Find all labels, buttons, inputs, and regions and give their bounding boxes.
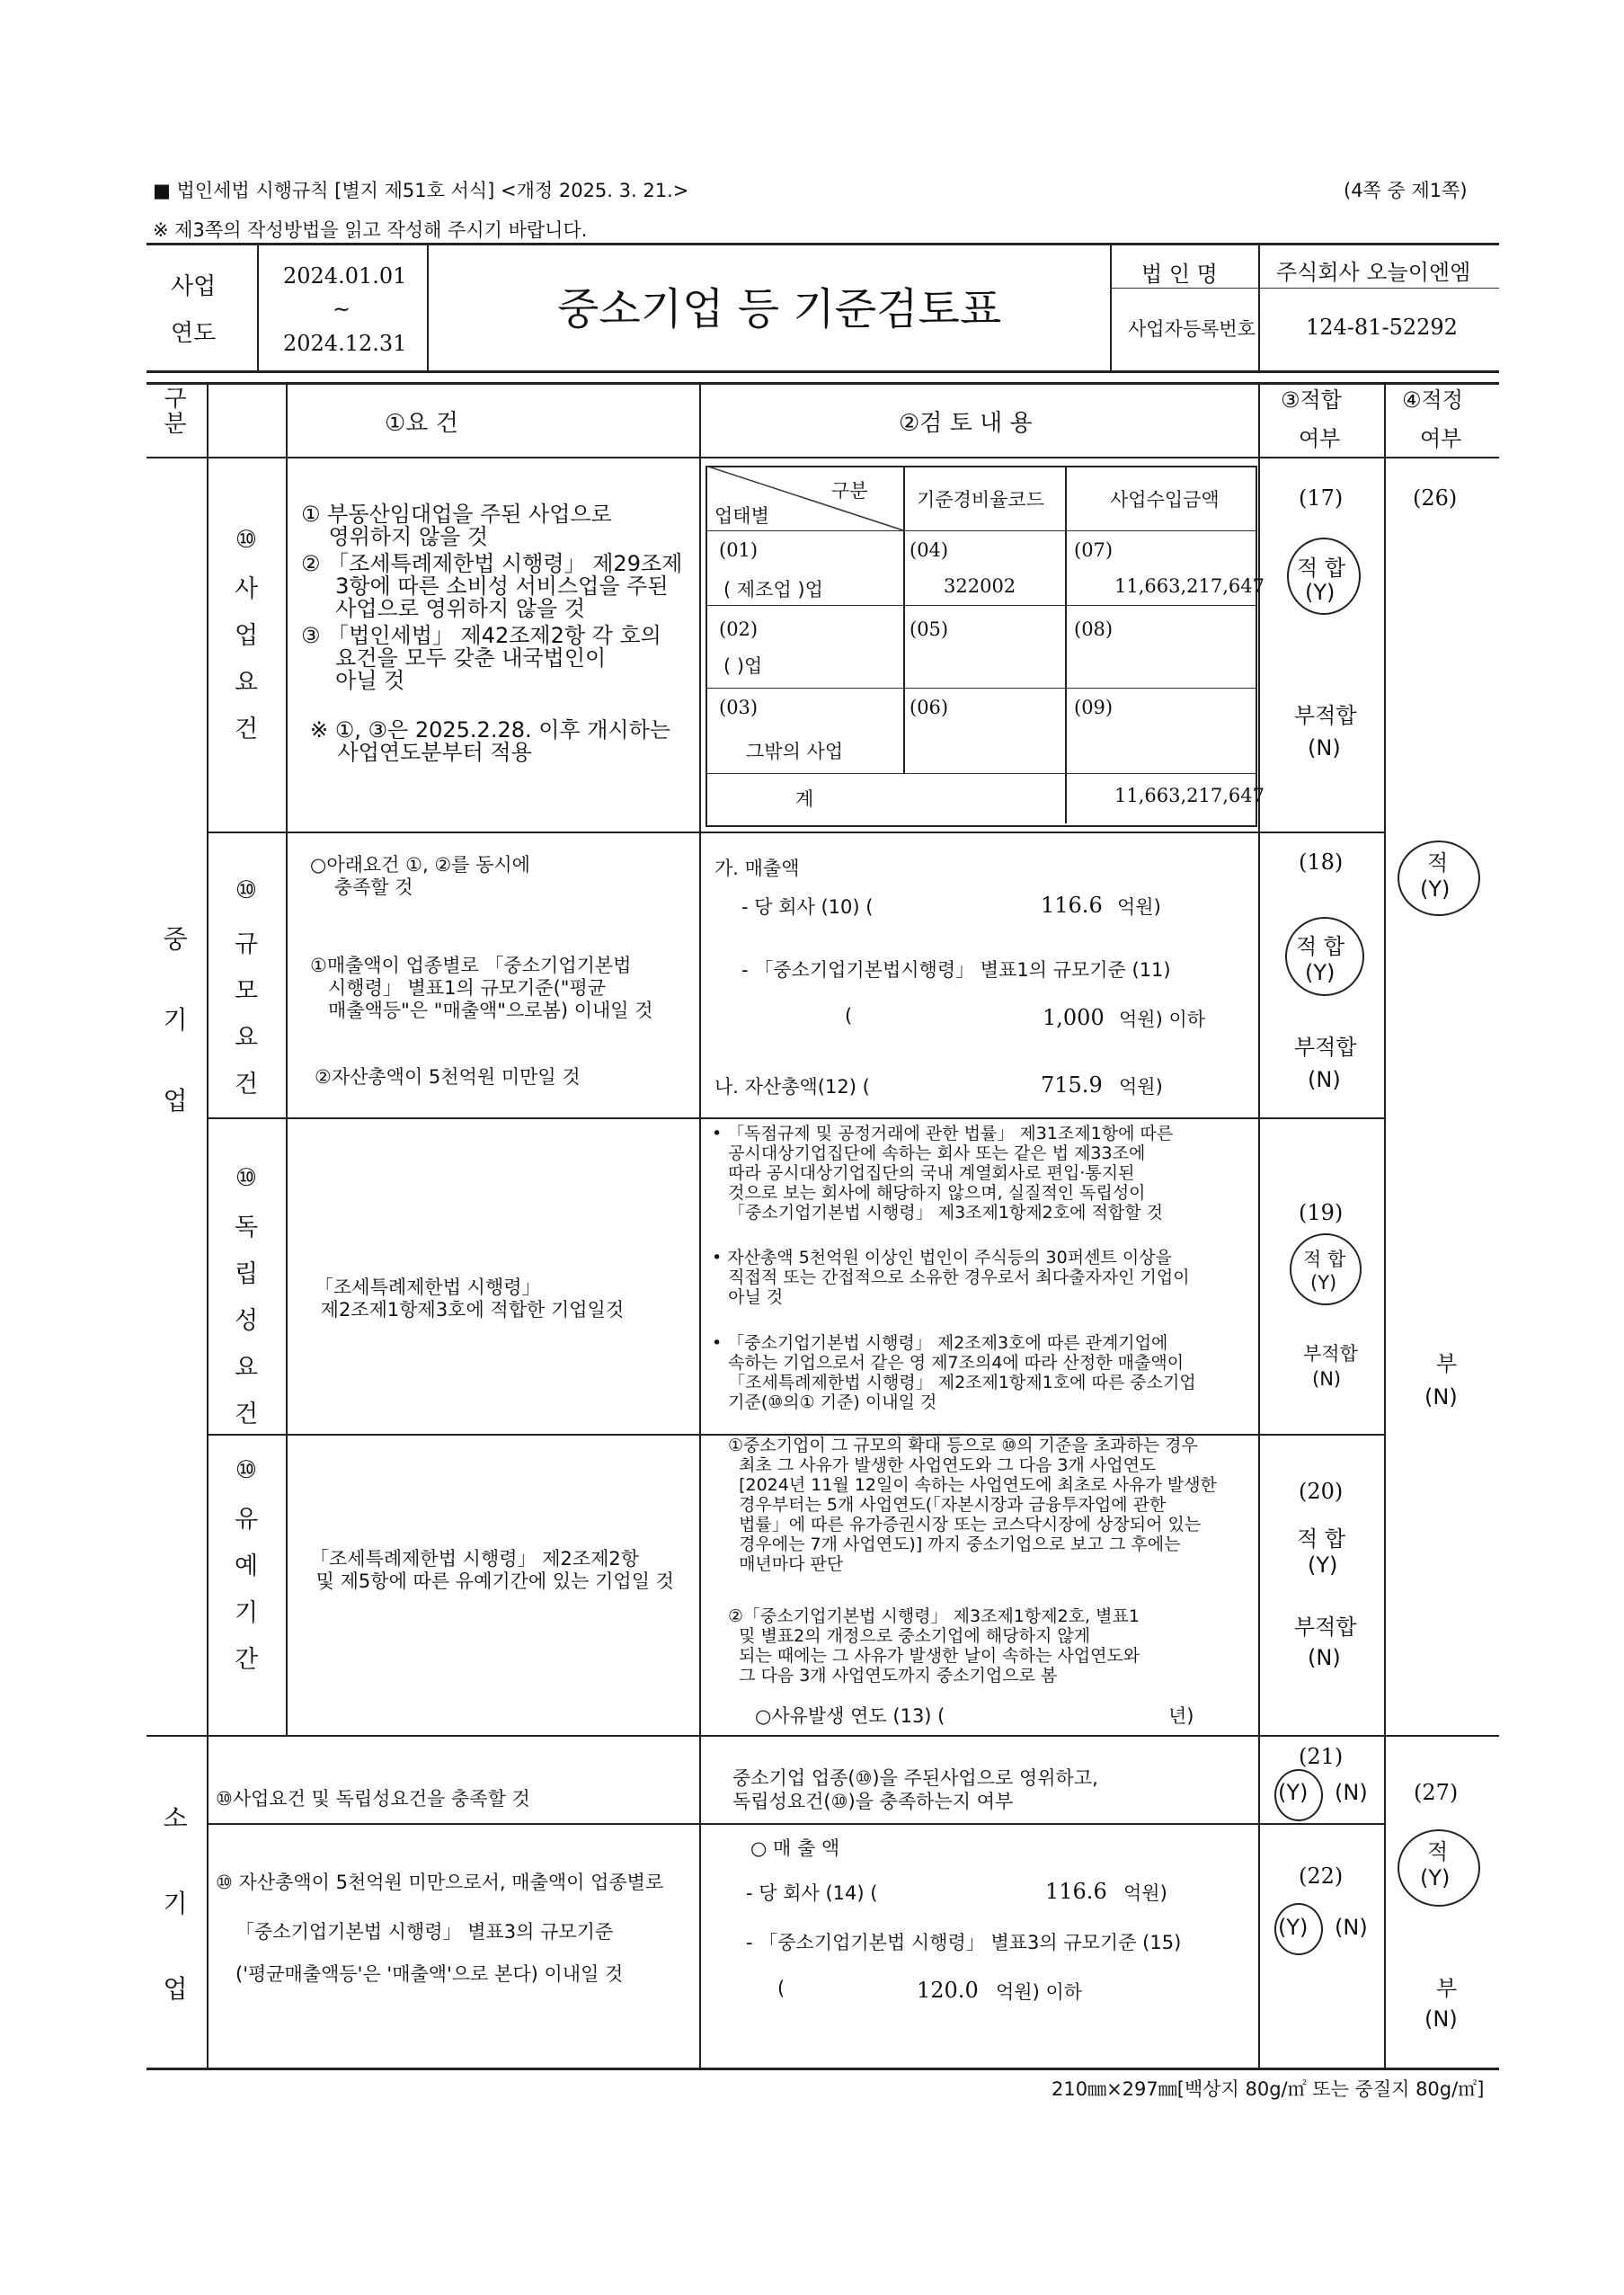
row104-rev-1: ①중소기업이 그 규모의 확대 등으로 ⑩의 기준을 초과하는 경우 최초 그 사유가 발생한 사업연도와 그 다음 3개 사업연도 [2024년 11월 12일이 속하는 사업연도에 최초로 사유가 발생한 경우부터는 5개 사업연도(「자본시장과 금융투자업에 관한 법률」에 따른 유가증권시장 또는 코스닥시장에 상장되어 있는 경우에는 7개 사업연도)] 까지 중소기업으로 보고 그 후에는 매년마다 판단: [728, 1436, 1217, 1574]
row102-unfit-n: (N): [1308, 1067, 1341, 1092]
row103-req: 「조세특례제한법 시행령」 제2조제1항제3호에 적합한 기업일것: [315, 1276, 625, 1321]
row101-fit4-no: (26): [1413, 485, 1458, 511]
row103-rev-2: • 자산총액 5천억원 이상인 법인이 주식등의 30퍼센트 이상을 직접적 또는 간접적으로 소유한 경우로서 최다출자자인 기업이 아닐 것: [712, 1248, 1190, 1307]
row102-rev-a1-val: 116.6: [1041, 893, 1103, 918]
corp-name-label: 법 인 명: [1141, 262, 1218, 287]
tbl-r1-c1: (01): [719, 539, 759, 561]
row106-fit4-no: 부: [1436, 1976, 1458, 2001]
corp-name: 주식회사 오늘이엔엠: [1276, 260, 1471, 285]
row103-rev-3: • 「중소기업기본법 시행령」 제2조제3호에 따른 관계기업에 속하는 기업으로서 같은 영 제7조의4에 따라 산정한 매출액이 「조세특례제한법 시행령」 제2조제1항제1호에 따른 중소기업 기준(⑩의① 기준) 이내일 것: [712, 1333, 1196, 1412]
row103-unfit: 부적합: [1303, 1343, 1358, 1365]
row106-fit-y: (Y): [1278, 1915, 1309, 1940]
row105-fit-n: (N): [1335, 1780, 1368, 1805]
row106-req-3: ('평균매출액등'은 '매출액'으로 본다) 이내일 것: [235, 1963, 624, 1985]
bizno: 124-81-52292: [1306, 315, 1458, 340]
row106-rev-1-val: 116.6: [1045, 1879, 1107, 1904]
instruction-note: ※ 제3쪽의 작성방법을 읽고 작성해 주시기 바랍니다.: [153, 219, 588, 241]
row101-req-3: ③ 「법인세법」 제42조제2항 각 호의 요건을 모두 갖춘 내국법인이 아닐 것: [301, 623, 661, 693]
row102-fit4-yes: 적: [1427, 850, 1449, 876]
row102-req-head: ○아래요건 ①, ②를 동시에 충족할 것: [310, 854, 530, 898]
row102-rev-a1: - 당 회사 (10) (: [741, 896, 874, 918]
row102-rev-a2-open: (: [845, 1005, 853, 1027]
row102-rev-a2-unit: 억원) 이하: [1119, 1009, 1206, 1030]
col-fit4-2: 여부: [1420, 426, 1462, 451]
row104-num: ⑩: [235, 1456, 258, 1484]
row105-fit-no: (21): [1299, 1744, 1344, 1769]
row106-fit4-yes-y: (Y): [1420, 1865, 1451, 1890]
tbl-hdr-code: 기준경비율코드: [917, 489, 1045, 511]
row101-num: ⑩: [235, 526, 258, 554]
row104-fit-no: (20): [1299, 1479, 1344, 1504]
row101-req-1: ① 부동산임대업을 주된 사업으로 영위하지 않을 것: [301, 502, 612, 549]
row105-fit4-no: (27): [1414, 1780, 1459, 1805]
row104-req: 「조세특례제한법 시행령」 제2조제2항 및 제5항에 따른 유예기간에 있는 기업일 것: [310, 1548, 674, 1592]
paper-spec: 210㎜×297㎜[백상지 80g/㎡ 또는 중질지 80g/㎡]: [1052, 2078, 1485, 2100]
row102-num: ⑩: [235, 876, 258, 904]
row102-rev-a2-val: 1,000: [1043, 1005, 1105, 1030]
row102-fit-yes: 적 합: [1296, 934, 1344, 959]
tbl-r1-code: 322002: [944, 575, 1016, 597]
section-sme-label: 중기업: [163, 924, 188, 1116]
year-label-2: 연도: [171, 320, 217, 347]
form-reference: ■ 법인세법 시행규칙 [별지 제51호 서식] <개정 2025. 3. 21.>: [153, 180, 689, 201]
row103-fit-yes-y: (Y): [1310, 1272, 1337, 1294]
row102-fit4-yes-y: (Y): [1420, 876, 1451, 902]
tbl-total-label: 계: [795, 788, 814, 810]
bizno-label: 사업자등록번호: [1128, 318, 1256, 340]
row102-fit-yes-y: (Y): [1305, 960, 1336, 985]
row101-req-note: ※ ①, ③은 2025.2.28. 이후 개시하는 사업연도분부터 적용: [310, 717, 670, 765]
tbl-r2-c1: (02): [719, 618, 759, 640]
row102-fit-no: (18): [1299, 850, 1344, 875]
row102-rev-a: 가. 매출액: [714, 858, 800, 879]
row106-req-2: 「중소기업기본법 시행령」 별표3의 규모기준: [235, 1921, 614, 1943]
row106-rev-2-open: (: [777, 1978, 785, 1999]
tbl-r1-c3: (07): [1074, 539, 1114, 561]
row106-fit-no: (22): [1299, 1864, 1344, 1889]
row101-fit-yes-y: (Y): [1305, 580, 1336, 605]
col-fit3-2: 여부: [1299, 426, 1341, 451]
row102-rev-a2: - 「중소기업기본법시행령」 별표1의 규모기준 (11): [741, 959, 1171, 981]
tbl-total-amount: 11,663,217,647: [1114, 785, 1265, 806]
row102-rev-b: 나. 자산총액(12) (: [714, 1076, 870, 1098]
row103-label: 독립성요건: [234, 1214, 259, 1428]
row102-req-2: ②자산총액이 5천억원 미만일 것: [315, 1066, 581, 1088]
col-review: ②검 토 내 용: [899, 410, 1033, 437]
row103-fit4-no-n: (N): [1424, 1384, 1458, 1410]
page-info: (4쪽 중 제1쪽): [1344, 180, 1468, 201]
row101-label: 사업요건: [234, 575, 259, 743]
col-fit3-1: ③적합: [1281, 387, 1342, 413]
row101-req-2: ② 「조세특례제한법 시행령」 제29조제 3항에 따른 소비성 서비스업을 주된 사업으로 영위하지 않을 것: [301, 551, 683, 621]
col-gubun: 구분: [164, 386, 187, 438]
tbl-r3-c2: (06): [910, 697, 949, 718]
tbl-r3-type: 그밖의 사업: [746, 741, 844, 762]
row101-unfit: 부적합: [1294, 703, 1357, 728]
year-label-1: 사업: [171, 273, 217, 300]
row106-rev-2-unit: 억원) 이하: [996, 1981, 1083, 2003]
row105-req: ⑩사업요건 및 독립성요건을 충족할 것: [216, 1788, 530, 1810]
tbl-hdr-type: 업태별: [714, 505, 769, 527]
row103-unfit-n: (N): [1312, 1368, 1342, 1390]
row106-rev-1: - 당 회사 (14) (: [746, 1882, 878, 1904]
tbl-hdr-gubun: 구분: [831, 480, 868, 502]
period-to: 2024.12.31: [283, 331, 407, 356]
row104-rev-2: ②「중소기업기본법 시행령」 제3조제1항제2호, 별표1 및 별표2의 개정으로 중소기업에 해당하지 않게 되는 때에는 그 사유가 발생한 날이 속하는 사업연도와 그 다음 3개 사업연도까지 중소기업으로 봄: [728, 1606, 1140, 1686]
row105-fit-y: (Y): [1278, 1780, 1309, 1805]
row104-unfit-n: (N): [1308, 1645, 1341, 1670]
row106-rev-head: ○ 매 출 액: [750, 1837, 840, 1859]
col-requirement: ①요 건: [385, 410, 458, 437]
tbl-r1-type: ( 제조업 )업: [723, 579, 823, 600]
row102-unfit: 부적합: [1294, 1035, 1357, 1060]
row103-num: ⑩: [235, 1164, 258, 1192]
tbl-r3-c3: (09): [1074, 697, 1114, 718]
row104-fit-yes-y: (Y): [1308, 1552, 1338, 1578]
row106-fit4-no-n: (N): [1424, 2006, 1458, 2032]
row104-rev-3-unit: 년): [1168, 1705, 1194, 1727]
section-small-label: 소기업: [163, 1803, 188, 2004]
row101-fit-no: (17): [1299, 485, 1344, 511]
row103-fit-no: (19): [1299, 1200, 1344, 1225]
row101-fit-yes: 적 합: [1297, 556, 1345, 581]
page-title: 중소기업 등 기준검토표: [557, 284, 1002, 334]
row102-rev-b-unit: 억원): [1119, 1076, 1163, 1098]
tbl-r3-c1: (03): [719, 697, 759, 718]
row106-fit4-yes: 적: [1427, 1839, 1449, 1864]
row104-unfit: 부적합: [1294, 1615, 1357, 1640]
row102-rev-b-val: 715.9: [1041, 1072, 1103, 1098]
period-tilde: ~: [333, 297, 351, 322]
period-from: 2024.01.01: [283, 263, 407, 289]
row106-rev-2-val: 120.0: [917, 1978, 979, 2003]
tbl-r2-type: ( )업: [723, 655, 763, 677]
row104-fit-yes: 적 합: [1297, 1526, 1345, 1552]
row106-rev-1-unit: 억원): [1123, 1882, 1167, 1904]
row105-rev: 중소기업 업종(⑩)을 주된사업으로 영위하고, 독립성요건(⑩)을 충족하는지 여부: [732, 1767, 1098, 1812]
tbl-r2-c3: (08): [1074, 618, 1114, 640]
row104-rev-3: ○사유발생 연도 (13) (: [755, 1705, 945, 1727]
row103-rev-1: • 「독점규제 및 공정거래에 관한 법률」 제31조제1항에 따른 공시대상기업집단에 속하는 회사 또는 같은 법 제33조에 따라 공시대상기업집단의 국내 계열회사로 편입·통지된 것으로 보는 회사에 해당하지 않으며, 실질적인 독립성이 「중소기업기본법 시행령」 제3조제1항제2호에 적합할 것: [712, 1124, 1174, 1223]
tbl-r2-c2: (05): [910, 618, 949, 640]
row104-label: 유예기간: [234, 1506, 259, 1674]
row106-fit-n: (N): [1335, 1915, 1368, 1940]
row102-label: 규모요건: [234, 930, 259, 1099]
row103-fit-yes: 적 합: [1303, 1249, 1346, 1270]
row102-req-1: ①매출액이 업종별로 「중소기업기본법 시행령」 별표1의 규모기준("평균 매출액등"은 "매출액"으로봄) 이내일 것: [310, 955, 653, 1021]
row102-rev-a1-unit: 억원): [1117, 896, 1161, 918]
tbl-hdr-amount: 사업수입금액: [1110, 489, 1220, 511]
col-fit4-1: ④적정: [1402, 387, 1463, 413]
row106-rev-2: - 「중소기업기본법 시행령」 별표3의 규모기준 (15): [746, 1932, 1182, 1953]
tbl-r1-c2: (04): [910, 539, 949, 561]
row101-unfit-n: (N): [1308, 735, 1341, 761]
row106-req-1: ⑩ 자산총액이 5천억원 미만으로서, 매출액이 업종별로: [216, 1872, 664, 1893]
tbl-r1-amount: 11,663,217,647: [1114, 575, 1265, 597]
row103-fit4-no: 부: [1436, 1351, 1458, 1376]
